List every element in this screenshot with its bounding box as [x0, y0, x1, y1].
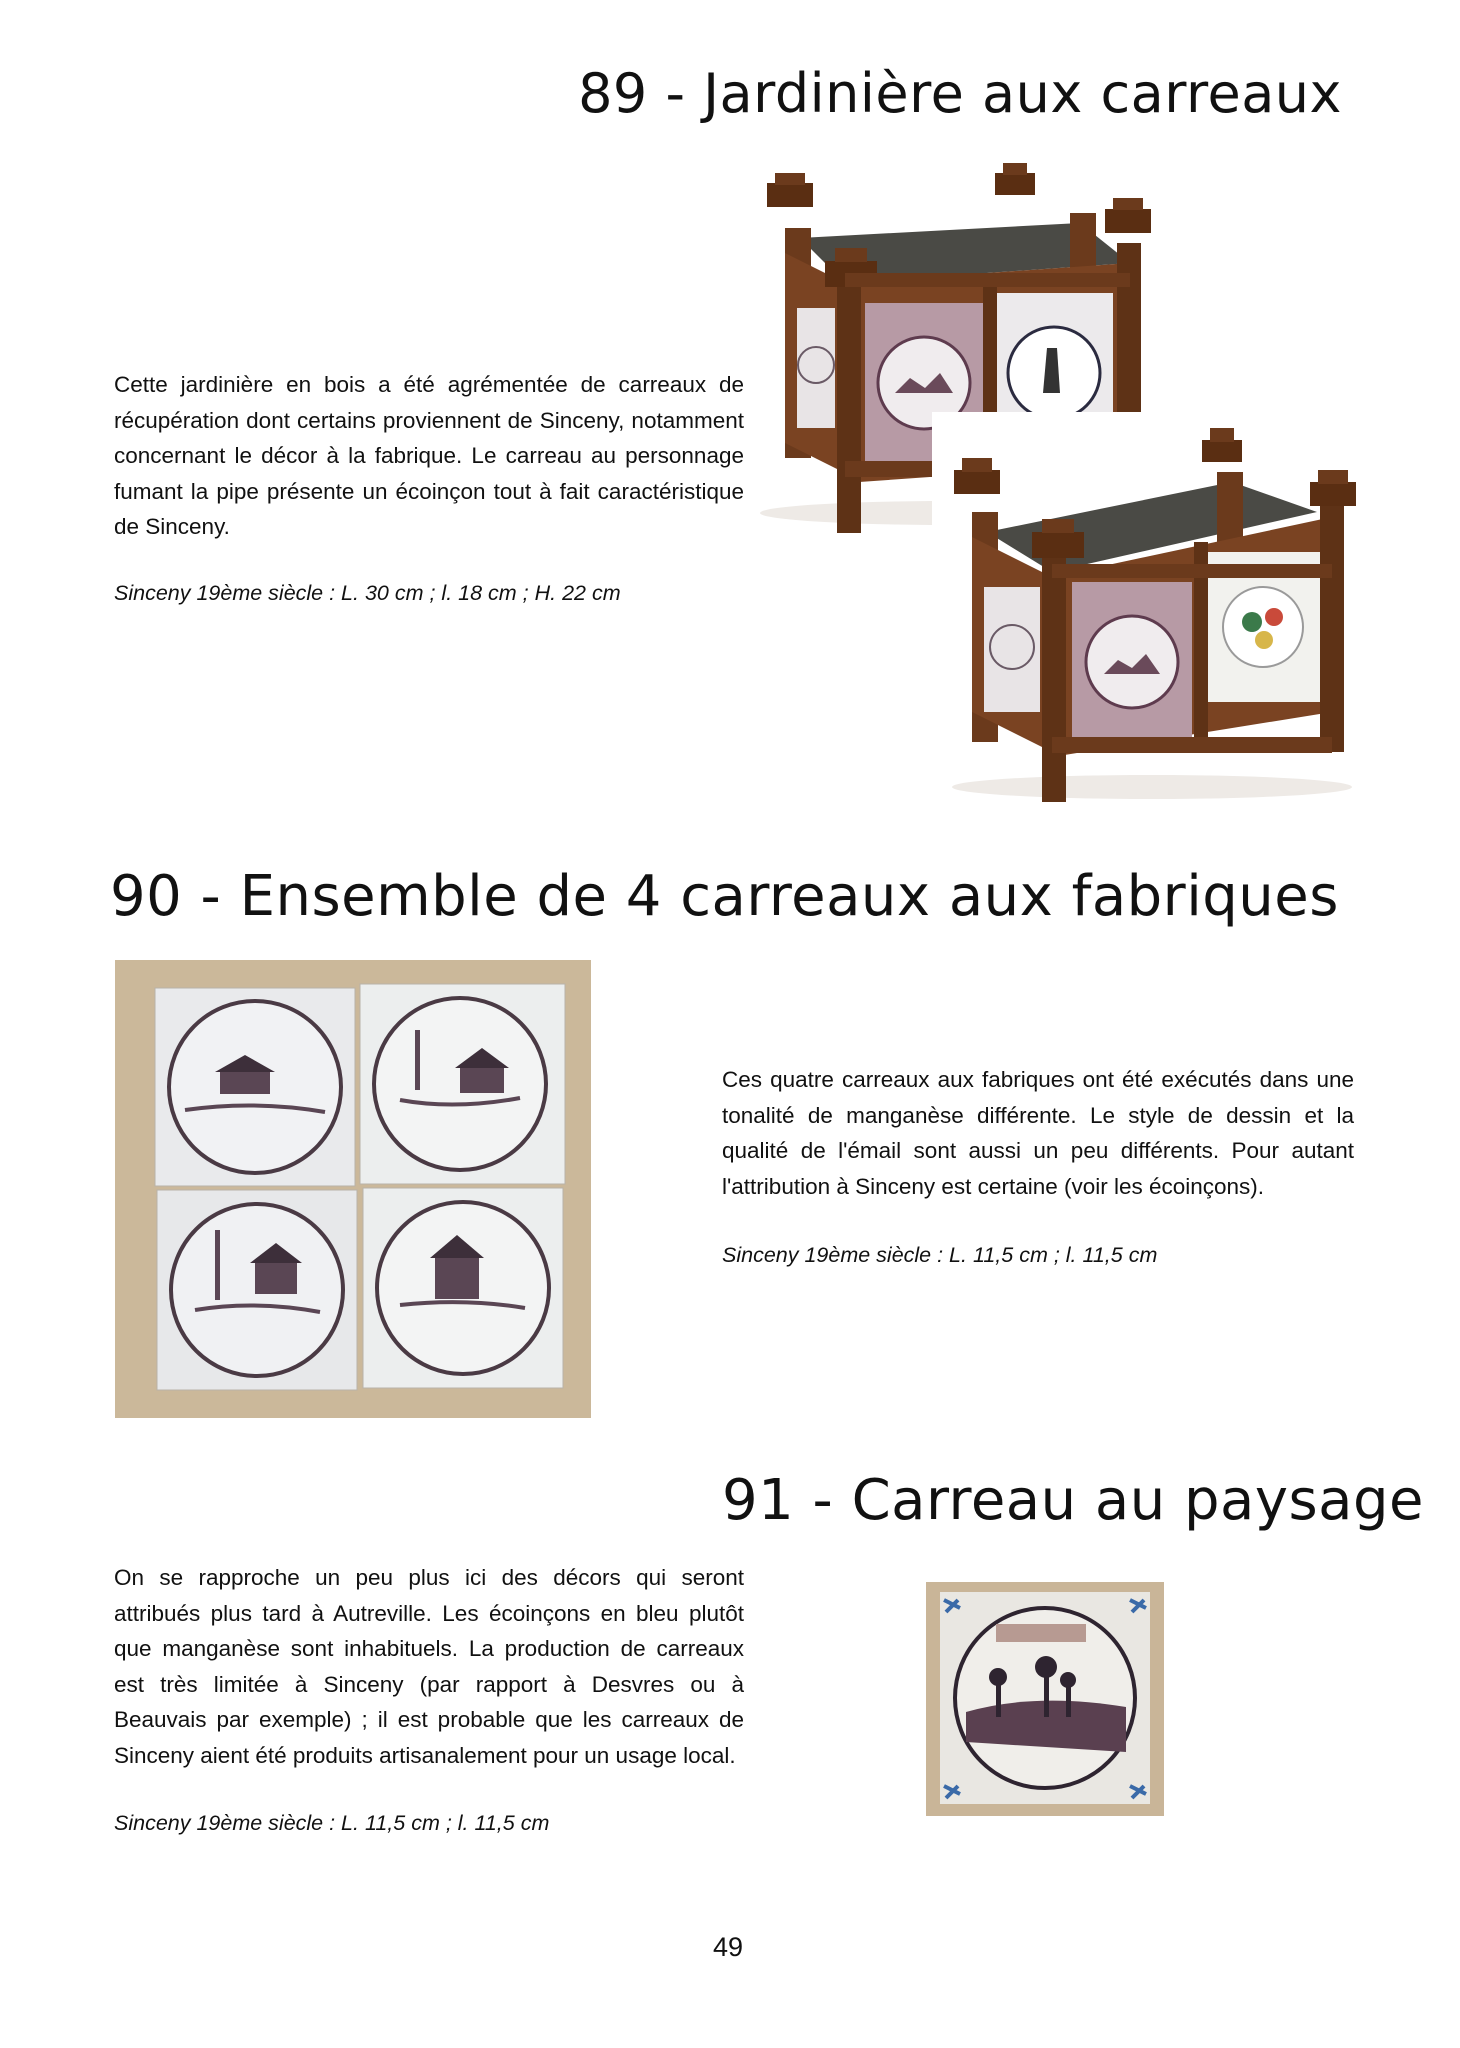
lot-90-description: Ces quatre carreaux aux fabriques ont été exécutés dans une tonalité de manganèse différente. Le style de dessin et la qualité de l'émail sont aussi un peu différents. Pour autant l'attribution à Sinceny est certaine (voir les écoinçons). — [722, 1067, 1354, 1199]
lot-89-description: Cette jardinière en bois a été agrémentée de carreaux de récupération dont certains proviennent de Sinceny, notamment concernant le décor à la fabrique. Le carreau au personnage fumant la pipe présente un écoinçon tout à fait caractéristique de Sinceny. — [114, 372, 744, 539]
lot-91-title: 91 - Carreau au paysage — [722, 1468, 1424, 1533]
landscape-tile-photo — [926, 1582, 1164, 1816]
lot-89-title: 89 - Jardinière aux carreaux — [578, 62, 1342, 125]
page-number: 49 — [713, 1932, 744, 1962]
lot-90-title: 90 - Ensemble de 4 carreaux aux fabriques — [110, 864, 1339, 929]
lot-91-caption: Sinceny 19ème siècle : L. 11,5 cm ; l. 11,5 cm — [114, 1811, 550, 1835]
lot-90-caption: Sinceny 19ème siècle : L. 11,5 cm ; l. 11,5 cm — [722, 1243, 1158, 1267]
lot-89-caption: Sinceny 19ème siècle : L. 30 cm ; l. 18 cm ; H. 22 cm — [114, 581, 621, 605]
lot-91-description: On se rapproche un peu plus ici des décors qui seront attribués plus tard à Autreville. Les écoinçons en bleu plutôt que manganèse sont inhabituels. La production de carreaux est très limitée à Sinceny (par rapport à Desvres ou à Beauvais par exemple) ; il est probable que les carreaux de Sinceny aient été produits artisanalement pour un usage local. — [114, 1565, 744, 1768]
planter-photo-angle — [932, 412, 1387, 805]
four-tiles-photo — [115, 960, 591, 1418]
